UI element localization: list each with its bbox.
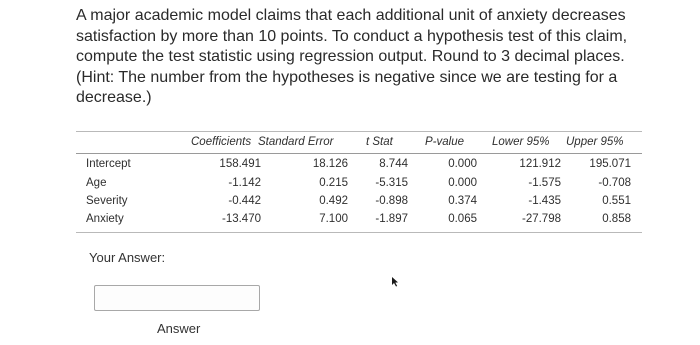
header-upper-95: Upper 95% bbox=[566, 136, 624, 148]
header-t-stat: t Stat bbox=[366, 136, 393, 148]
question-line: satisfaction by more than 10 points. To conduct a hypothesis test of this claim, bbox=[76, 27, 628, 45]
cell-coefficient: 158.491 bbox=[219, 158, 261, 170]
table-bottom-rule bbox=[76, 232, 642, 233]
question-line: (Hint: The number from the hypotheses is negative since we are testing for a bbox=[76, 68, 618, 86]
question-line: A major academic model claims that each additional unit of anxiety decreases bbox=[76, 7, 626, 24]
cell-lower-95: 121.912 bbox=[519, 158, 561, 170]
cell-p-value: 0.000 bbox=[448, 177, 477, 189]
row-label: Age bbox=[86, 177, 107, 189]
cell-t-stat: 8.744 bbox=[379, 158, 408, 170]
mouse-pointer-icon bbox=[391, 277, 399, 287]
cell-standard-error: 0.215 bbox=[319, 177, 348, 189]
header-lower-95: Lower 95% bbox=[492, 136, 550, 148]
cell-lower-95: -1.435 bbox=[528, 195, 561, 207]
question-text bbox=[76, 6, 676, 109]
cell-standard-error: 18.126 bbox=[312, 158, 348, 170]
cell-standard-error: 7.100 bbox=[319, 213, 348, 225]
cell-t-stat: -0.898 bbox=[375, 195, 408, 207]
cell-upper-95: 195.071 bbox=[589, 158, 631, 170]
header-standard-error: Standard Error bbox=[258, 136, 334, 148]
your-answer-label: Your Answer: bbox=[89, 250, 166, 265]
row-label: Intercept bbox=[86, 158, 131, 170]
answer-input[interactable] bbox=[94, 285, 260, 311]
cell-standard-error: 0.492 bbox=[319, 195, 348, 207]
header-rule bbox=[76, 153, 642, 154]
cell-coefficient: -1.142 bbox=[228, 177, 261, 189]
cell-upper-95: 0.551 bbox=[602, 195, 631, 207]
table-top-rule bbox=[76, 131, 642, 132]
cell-upper-95: -0.708 bbox=[598, 177, 631, 189]
question-line: decrease.) bbox=[76, 89, 152, 106]
cell-p-value: 0.374 bbox=[448, 195, 477, 207]
cell-coefficient: -0.442 bbox=[228, 195, 261, 207]
row-label: Severity bbox=[86, 195, 128, 207]
cell-coefficient: -13.470 bbox=[221, 213, 261, 225]
cell-t-stat: -1.897 bbox=[375, 213, 408, 225]
cell-lower-95: -27.798 bbox=[521, 213, 561, 225]
row-label: Anxiety bbox=[86, 213, 124, 225]
cell-t-stat: -5.315 bbox=[375, 177, 408, 189]
cell-p-value: 0.000 bbox=[448, 158, 477, 170]
header-p-value: P-value bbox=[425, 136, 464, 148]
header-coefficients: Coefficients bbox=[191, 136, 252, 148]
question-line: compute the test statistic using regression output. Round to 3 decimal places. bbox=[76, 48, 625, 65]
cell-upper-95: 0.858 bbox=[602, 213, 631, 225]
answer-button[interactable]: Answer bbox=[157, 321, 201, 336]
cell-lower-95: -1.575 bbox=[528, 177, 561, 189]
cell-p-value: 0.065 bbox=[448, 213, 477, 225]
